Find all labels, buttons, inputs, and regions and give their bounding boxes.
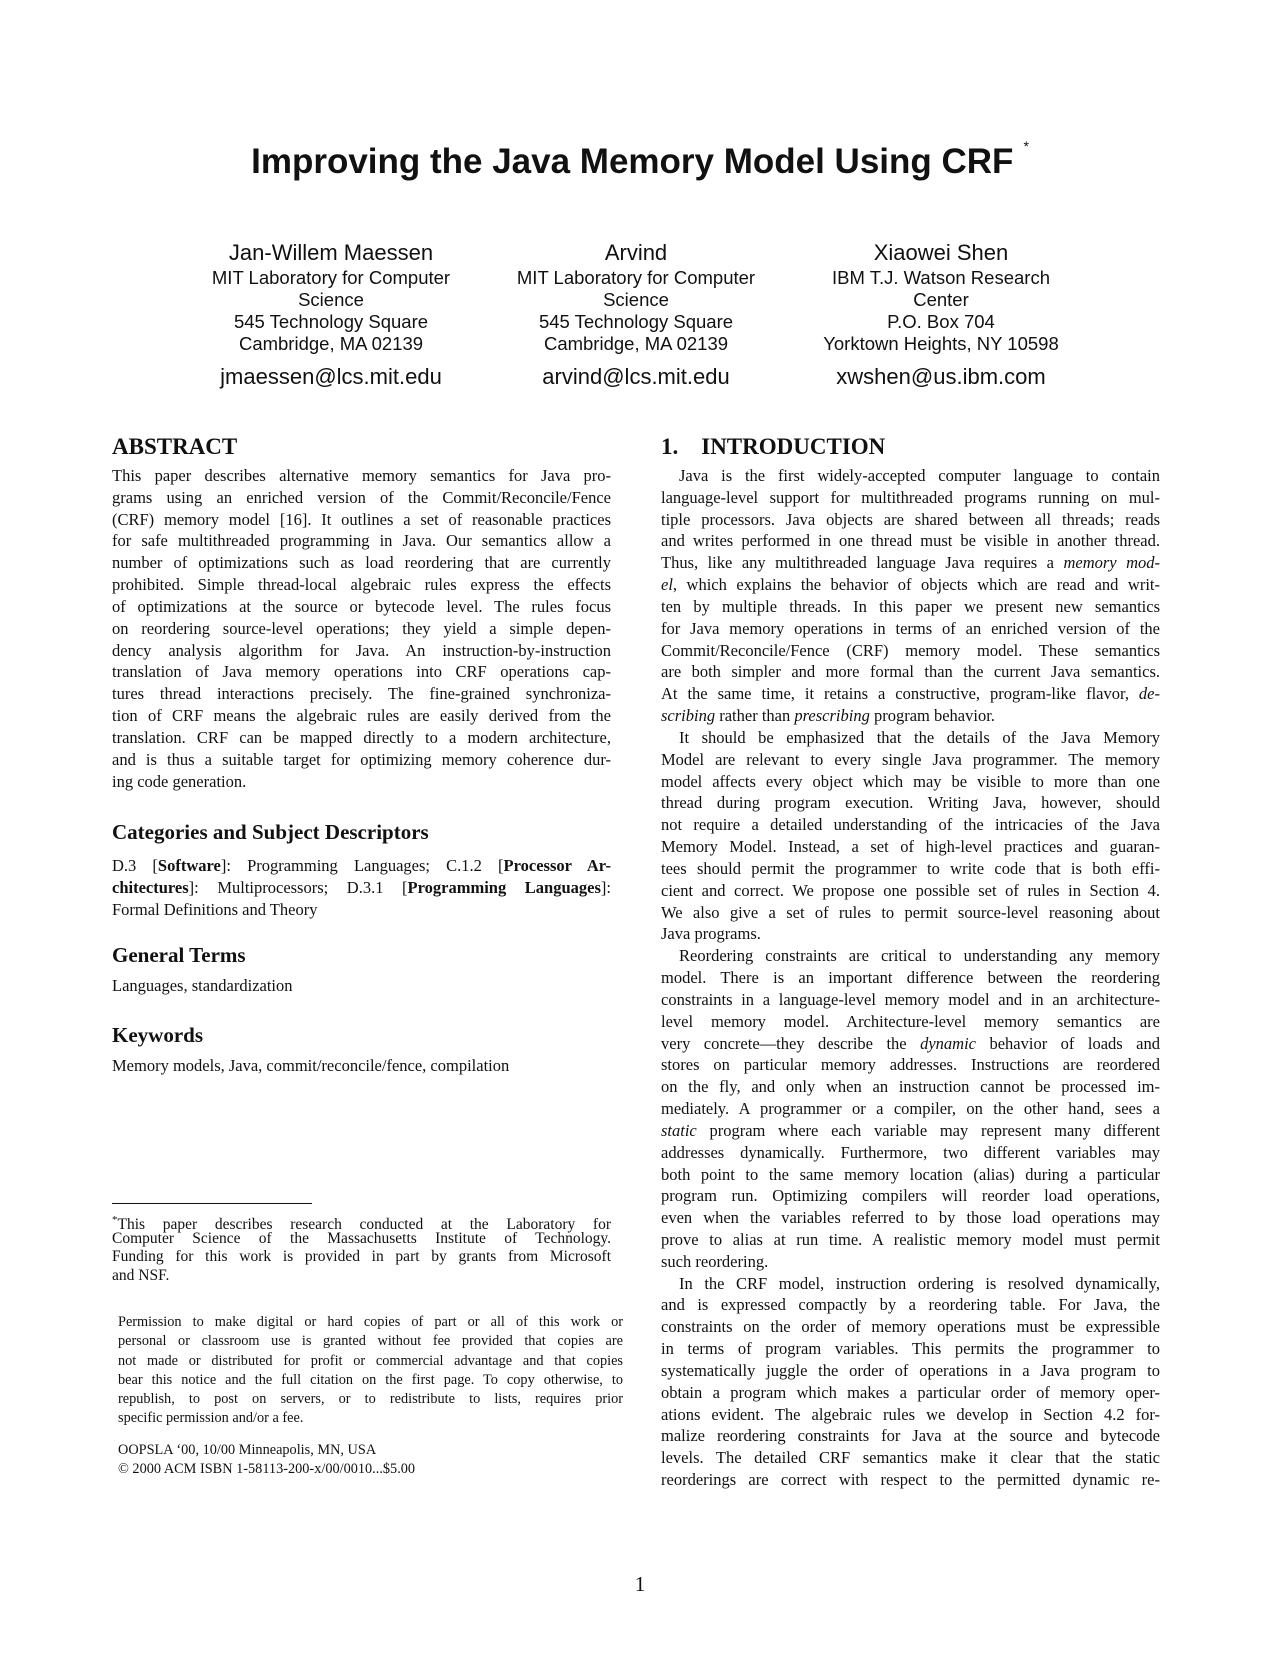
author-affiliation-line: Science <box>298 289 364 310</box>
author-0 <box>181 239 481 391</box>
keywords-section <box>112 1023 611 1077</box>
text-segment: Memory Model. Instead, a set of high-level practices and guaran- <box>661 837 1160 857</box>
author-affiliation-line: IBM T.J. Watson Research <box>832 267 1050 288</box>
text-segment: ]: Programming Languages; C.1.2 [ <box>220 856 504 875</box>
text-line <box>661 1273 1160 1295</box>
text-segment: model affects every object which may be visible to more than one <box>661 771 1160 791</box>
author-affiliation-line: Science <box>603 289 669 310</box>
text-segment: In the CRF model, instruction ordering is resolved dynamically, <box>679 1273 1160 1293</box>
text-line <box>661 1338 1160 1360</box>
footnote-line <box>112 1211 611 1234</box>
author-affiliation-line: Cambridge, MA 02139 <box>238 333 424 354</box>
text-line <box>661 661 1160 683</box>
text-line <box>661 1382 1160 1404</box>
text-line: prohibited. Simple thread-local algebraic rules express the effects <box>112 575 611 595</box>
text-line <box>661 1425 1160 1447</box>
text-segment: even when the variables referred to by those load operations may <box>661 1208 1160 1228</box>
text-line: of optimizations at the source or bytecode level. The rules focus <box>112 596 611 616</box>
text-segment: At the same time, it retains a constructive, program-like flavor, <box>661 684 1139 704</box>
text-segment: in terms of program variables. This permits the programmer to <box>661 1339 1160 1359</box>
text-line <box>661 465 1160 487</box>
text-line <box>661 1076 1160 1098</box>
emphasis: prescribing <box>794 706 870 726</box>
emphasis: de- <box>1138 684 1160 704</box>
emphasis: memory mod- <box>1063 553 1161 573</box>
text-line: on reordering source-level operations; they yield a simple depen- <box>112 618 611 638</box>
bold-term: chitectures <box>112 877 189 897</box>
text-line <box>661 596 1160 618</box>
text-line <box>661 1251 1160 1273</box>
text-line <box>661 814 1160 836</box>
text-line <box>661 705 1160 727</box>
author-affiliation-line: MIT Laboratory for Computer <box>211 267 451 288</box>
text-line <box>661 1316 1160 1338</box>
paper-title: Improving the Java Memory Model Using CRF * <box>251 138 1029 181</box>
text-line <box>661 1207 1160 1229</box>
text-line <box>661 487 1160 509</box>
abstract-heading: ABSTRACT <box>112 434 238 459</box>
text-segment: thread during program execution. Writing Java, however, should <box>661 793 1160 813</box>
text-line <box>661 683 1160 705</box>
keywords-heading: Keywords <box>112 1023 203 1047</box>
text-segment: , which explains the behavior of objects which are read and writ- <box>672 575 1160 595</box>
text-line <box>661 749 1160 771</box>
author-email: jmaessen@lcs.mit.edu <box>220 364 442 389</box>
text-line <box>661 1294 1160 1316</box>
text-line: and is thus a suitable target for optimizing memory coherence dur- <box>112 749 611 769</box>
abstract-section <box>112 434 611 460</box>
text-segment: constraints on the order of memory operations must be expressible <box>661 1317 1160 1337</box>
text-segment: reorderings are correct with respect to the permitted dynamic re- <box>661 1470 1160 1490</box>
text-line <box>661 1098 1160 1120</box>
text-segment: D.3 [ <box>112 856 158 875</box>
author-name: Xiaowei Shen <box>873 240 1009 265</box>
text-line <box>661 1142 1160 1164</box>
text-segment: not require a detailed understanding of the intricacies of the Java <box>661 815 1160 835</box>
text-line <box>661 574 1160 596</box>
text-segment: model. There is an important difference between the reordering <box>661 968 1160 988</box>
text-line <box>661 836 1160 858</box>
text-line: tures thread interactions precisely. The fine-grained synchroniza- <box>112 684 611 704</box>
copyright-line: © 2000 ACM ISBN 1-58113-200-x/00/0010...$5.00 <box>118 1460 416 1477</box>
text-line: Permission to make digital or hard copies of part or all of this work or <box>118 1314 623 1330</box>
text-segment: such reordering. <box>661 1251 769 1271</box>
introduction-body <box>661 465 1160 1491</box>
author-affiliation-line: Center <box>913 289 969 310</box>
footnote <box>112 1211 611 1285</box>
categories-heading: Categories and Subject Descriptors <box>112 820 429 844</box>
text-segment: Formal Definitions and Theory <box>112 899 318 919</box>
author-name: Arvind <box>604 240 668 265</box>
text-line <box>661 1011 1160 1033</box>
bold-term: Software <box>157 856 221 875</box>
text-segment: malize reordering constraints for Java at the source and bytecode <box>661 1426 1160 1446</box>
text-line <box>661 1469 1160 1491</box>
text-line: tion of CRF means the algebraic rules are easily derived from the <box>112 706 611 726</box>
author-affiliation-line: MIT Laboratory for Computer <box>516 267 756 288</box>
footnote-line <box>112 1248 611 1267</box>
abstract-body <box>112 465 611 792</box>
footnote-rule <box>112 1203 312 1204</box>
author-affiliation-line: 545 Technology Square <box>538 311 734 332</box>
keywords-text: Memory models, Java, commit/reconcile/fence, compilation <box>112 1056 510 1075</box>
permission-notice <box>118 1313 623 1429</box>
author-1 <box>486 239 786 391</box>
text-segment: program where each variable may represent many different <box>696 1120 1160 1140</box>
text-segment: tees should permit the programmer to write code that is both effi- <box>661 858 1160 878</box>
text-line <box>112 877 611 899</box>
text-line <box>661 1185 1160 1207</box>
text-segment: tiple processors. Java objects are shared between all threads; reads <box>661 509 1160 529</box>
text-segment: ations evident. The algebraic rules we develop in Section 4.2 for- <box>661 1404 1160 1424</box>
text-line <box>661 1120 1160 1142</box>
footnote-text: This paper describes research conducted at the Laboratory for <box>117 1216 611 1234</box>
emphasis: dynamic <box>920 1033 977 1053</box>
footnote-line <box>112 1230 611 1249</box>
text-line <box>661 618 1160 640</box>
text-line: grams using an enriched version of the Commit/Reconcile/Fence <box>112 487 611 507</box>
text-segment: stores on particular memory addresses. Instructions are reordered <box>661 1055 1160 1075</box>
text-line <box>112 855 611 877</box>
footnote-mark: * <box>112 1214 118 1226</box>
footnote-text: Funding for this work is provided in part by grants from Microsoft <box>112 1248 611 1265</box>
text-line <box>661 989 1160 1011</box>
bold-term: Programming Languages <box>407 877 601 897</box>
text-segment: constraints in a language-level memory model and in an architecture- <box>661 989 1160 1009</box>
text-segment: addresses dynamically. Furthermore, two different variables may <box>661 1142 1160 1162</box>
text-line <box>661 771 1160 793</box>
text-segment: ]: Multiprocessors; D.3.1 [ <box>188 877 408 897</box>
text-line: translation of Java memory operations into CRF operations cap- <box>112 662 611 682</box>
text-segment: Model are relevant to every single Java programmer. The memory <box>661 749 1160 769</box>
text-line: ing code generation. <box>112 771 247 791</box>
text-segment: levels. The detailed CRF semantics make it clear that the static <box>661 1448 1160 1468</box>
venue-info <box>118 1441 415 1478</box>
text-segment: It should be emphasized that the details of the Java Memory <box>679 727 1160 747</box>
text-segment: ten by multiple threads. In this paper we present new semantics <box>661 596 1160 616</box>
text-segment: rather than <box>715 706 795 726</box>
text-segment: systematically juggle the order of operations in a Java program to <box>661 1360 1160 1380</box>
text-segment: Java is the first widely-accepted computer language to contain <box>679 466 1160 485</box>
text-line <box>661 902 1160 924</box>
text-line: bear this notice and the full citation on the first page. To copy otherwise, to <box>118 1371 623 1388</box>
text-line: personal or classroom use is granted without fee provided that copies are <box>118 1333 623 1350</box>
text-segment: and writes performed in one thread must be visible in another thread. <box>661 531 1160 551</box>
introduction-section <box>661 434 1160 460</box>
text-line: dency analysis algorithm for Java. An instruction-by-instruction <box>112 640 611 660</box>
text-line: This paper describes alternative memory semantics for Java pro- <box>112 466 611 485</box>
categories-section <box>112 820 611 845</box>
text-line <box>661 1447 1160 1469</box>
categories-body <box>112 855 611 920</box>
text-line <box>661 640 1160 662</box>
text-line <box>661 923 1160 945</box>
title-footnote-mark: * <box>1023 138 1029 154</box>
footnote-text: and NSF. <box>112 1266 170 1284</box>
text-segment: Thus, like any multithreaded language Java requires a <box>661 553 1064 573</box>
author-name: Jan-Willem Maessen <box>228 240 434 265</box>
text-line <box>661 858 1160 880</box>
general-terms-text: Languages, standardization <box>112 976 293 995</box>
text-line <box>661 530 1160 552</box>
text-line: translation. CRF can be mapped directly to a modern architecture, <box>112 727 611 747</box>
general-terms-heading: General Terms <box>112 943 246 967</box>
text-line <box>661 1054 1160 1076</box>
emphasis: scribing <box>661 706 716 726</box>
introduction-heading: 1. INTRODUCTION <box>661 434 886 459</box>
author-2 <box>791 239 1091 391</box>
author-affiliation-line: Cambridge, MA 02139 <box>543 333 729 354</box>
text-line: number of optimizations such as load reordering that are currently <box>112 553 611 573</box>
text-segment: prove to alias at run time. A realistic memory model must permit <box>661 1229 1160 1249</box>
text-segment: obtain a program which makes a particular order of memory oper- <box>661 1382 1160 1402</box>
venue-line: OOPSLA ‘00, 10/00 Minneapolis, MN, USA <box>118 1442 377 1458</box>
text-segment: Commit/Reconcile/Fence (CRF) memory model. These semantics <box>661 640 1160 660</box>
author-affiliation-line: 545 Technology Square <box>233 311 429 332</box>
author-email: arvind@lcs.mit.edu <box>542 364 730 389</box>
text-line <box>661 727 1160 749</box>
text-line <box>661 967 1160 989</box>
text-segment: program behavior. <box>869 706 995 726</box>
text-segment: mediately. A programmer or a compiler, on the other hand, sees a <box>661 1099 1160 1119</box>
text-segment: for Java memory operations in terms of an enriched version of the <box>661 618 1160 638</box>
emphasis: static <box>661 1120 697 1140</box>
text-segment: Java programs. <box>661 924 761 944</box>
text-line: not made or distributed for profit or commercial advantage and that copies <box>118 1352 623 1369</box>
footnote-text: Computer Science of the Massachusetts Institute of Technology. <box>112 1229 611 1247</box>
text-segment: We also give a set of rules to permit source-level reasoning about <box>661 902 1160 922</box>
text-line: (CRF) memory model [16]. It outlines a set of reasonable practices <box>112 509 611 529</box>
text-line: republish, to post on servers, or to redistribute to lists, requires prior <box>118 1391 623 1408</box>
text-line <box>661 792 1160 814</box>
footnote-line <box>112 1267 611 1286</box>
author-affiliation-line: Yorktown Heights, NY 10598 <box>823 333 1059 354</box>
text-segment: ]: <box>600 877 611 897</box>
emphasis: el <box>661 575 673 595</box>
text-segment: Reordering constraints are critical to understanding any memory <box>679 946 1160 966</box>
text-line <box>661 552 1160 574</box>
text-segment: behavior of loads and <box>976 1033 1161 1053</box>
text-segment: and is expressed compactly by a reordering table. For Java, the <box>661 1295 1160 1315</box>
text-segment: language-level support for multithreaded programs running on mul- <box>661 487 1160 507</box>
text-line <box>661 1229 1160 1251</box>
author-affiliation-line: P.O. Box 704 <box>887 311 995 332</box>
author-email: xwshen@us.ibm.com <box>836 364 1046 389</box>
text-line <box>112 899 611 921</box>
text-line: for safe multithreaded programming in Java. Our semantics allow a <box>112 531 611 551</box>
text-line <box>661 945 1160 967</box>
page-number: 1 <box>634 1572 646 1596</box>
text-line <box>661 1404 1160 1426</box>
text-segment: on the fly, and only when an instruction cannot be processed im- <box>661 1077 1160 1097</box>
general-terms-section <box>112 943 611 997</box>
text-segment: are both simpler and more formal than the current Java semantics. <box>661 662 1160 682</box>
text-line <box>661 1033 1160 1055</box>
text-segment: both point to the same memory location (alias) during a particular <box>661 1164 1160 1184</box>
text-segment: very concrete—they describe the <box>661 1033 921 1053</box>
text-segment: cient and correct. We propose one possible set of rules in Section 4. <box>661 880 1160 900</box>
text-segment: level memory model. Architecture-level memory semantics are <box>661 1011 1160 1031</box>
text-line <box>661 1360 1160 1382</box>
text-segment: program run. Optimizing compilers will reorder load operations, <box>661 1186 1160 1206</box>
bold-term: Processor Ar- <box>503 856 611 875</box>
text-line: specific permission and/or a fee. <box>118 1410 304 1427</box>
text-line <box>661 509 1160 531</box>
text-line <box>661 1164 1160 1186</box>
text-line <box>661 880 1160 902</box>
